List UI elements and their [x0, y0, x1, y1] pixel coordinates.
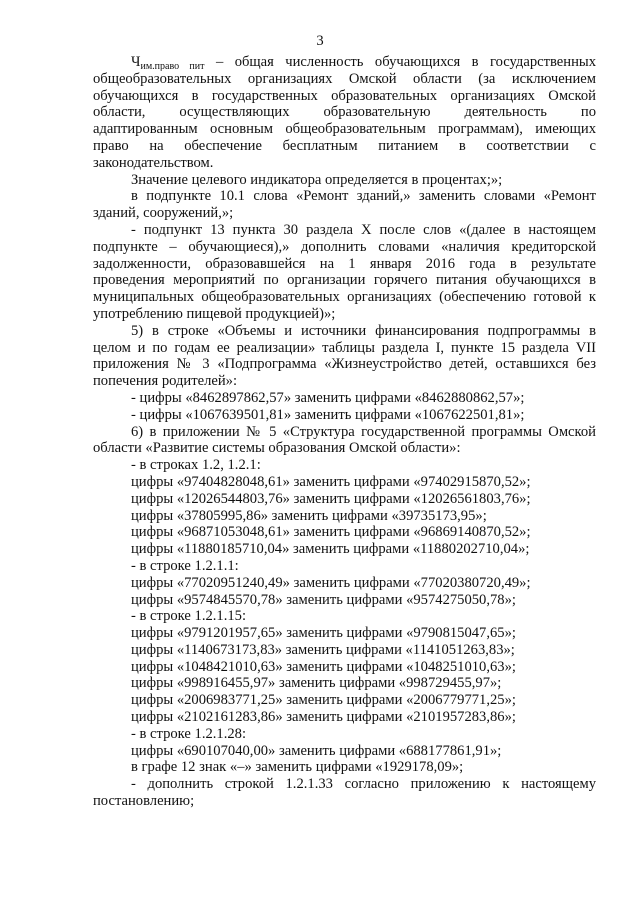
- text-line: [93, 608, 596, 625]
- text-line: [93, 390, 596, 407]
- text-line: [93, 71, 596, 88]
- text-line: [93, 88, 596, 105]
- text-line-content: цифры «77020951240,49» заменить цифрами «77020380720,49»;: [131, 574, 531, 591]
- text-line-content: цифры «1048421010,63» заменить цифрами «1048251010,63»;: [131, 658, 516, 675]
- text-line: [93, 155, 596, 172]
- text-line: [93, 172, 596, 189]
- text-line-content: зданий, сооружений,»;: [93, 205, 234, 222]
- text-line-content: постановлению;: [93, 793, 195, 810]
- text-line: [93, 508, 596, 525]
- text-line: [93, 642, 596, 659]
- text-line-content: - цифры «1067639501,81» заменить цифрами «1067622501,81»;: [131, 406, 525, 423]
- text-line-content: цифры «37805995,86» заменить цифрами «39735173,95»;: [131, 507, 487, 524]
- text-line-content: - дополнить строкой 1.2.1.33 согласно приложению к настоящему: [131, 776, 596, 793]
- text-line-content: целом и по годам ее реализации» таблицы раздела I, пункте 15 раздела VII: [93, 339, 596, 356]
- text-line: [93, 759, 596, 776]
- text-line-content: цифры «9574845570,78» заменить цифрами «9574275050,78»;: [131, 591, 516, 608]
- text-line-content: приложения № 3 «Подпрограмма «Жизнеустройство детей, оставшихся без: [93, 356, 596, 373]
- page-number: 3: [316, 33, 324, 49]
- text-line: [93, 541, 596, 558]
- text-line: [93, 675, 596, 692]
- text-line-content: 5) в строке «Объемы и источники финансирования подпрограммы в: [131, 322, 596, 339]
- text-line-content: области «Развитие системы образования Омской области»:: [93, 440, 461, 457]
- text-line-content: 6) в приложении № 5 «Структура государственной программы Омской: [131, 423, 596, 440]
- text-line: [93, 692, 596, 709]
- text-line-content: области, осуществляющих образовательную деятельность по: [93, 104, 596, 121]
- text-line-content: цифры «2006983771,25» заменить цифрами «2006779771,25»;: [131, 692, 516, 709]
- text-line-content: - в строке 1.2.1.1:: [131, 557, 239, 574]
- text-line-content: цифры «96871053048,61» заменить цифрами «96869140870,52»;: [131, 524, 531, 541]
- document-body: [93, 54, 596, 810]
- text-line-content: цифры «690107040,00» заменить цифрами «688177861,91»;: [131, 742, 502, 759]
- text-line: [93, 776, 596, 793]
- text-line: [93, 272, 596, 289]
- text-line-content: цифры «998916455,97» заменить цифрами «998729455,97»;: [131, 675, 502, 692]
- text-line: [93, 205, 596, 222]
- text-line-content: муниципальных общеобразовательных организациях (обеспечению готовой к: [93, 289, 596, 306]
- text-line: [93, 239, 596, 256]
- text-line-content: – общая численность обучающихся в государственных: [204, 54, 596, 70]
- text-line: [93, 726, 596, 743]
- text-line-content: цифры «12026544803,76» заменить цифрами «12026561803,76»;: [131, 490, 531, 507]
- formula-symbol-base: Ч: [131, 54, 141, 70]
- text-line-content: попечения родителей»:: [93, 373, 238, 390]
- text-line: [93, 138, 596, 155]
- text-line-content: обучающихся в государственных образовательных организациях Омской: [93, 87, 596, 104]
- text-line-content: цифры «9791201957,65» заменить цифрами «9790815047,65»;: [131, 625, 516, 642]
- text-line-content: цифры «11880185710,04» заменить цифрами «11880202710,04»;: [131, 541, 530, 558]
- text-line: [93, 474, 596, 491]
- text-line: [93, 407, 596, 424]
- text-line-content: - в строке 1.2.1.15:: [131, 608, 247, 625]
- text-line: [93, 659, 596, 676]
- text-line: [93, 625, 596, 642]
- text-line-content: задолженности, образовавшейся на 1 января 2016 года в результате: [93, 255, 596, 272]
- text-line: [93, 54, 596, 71]
- text-line: [93, 575, 596, 592]
- text-line-content: цифры «2102161283,86» заменить цифрами «2101957283,86»;: [131, 709, 516, 726]
- text-line: [93, 306, 596, 323]
- text-line: [93, 457, 596, 474]
- text-line: [93, 424, 596, 441]
- text-line-content: в подпункте 10.1 слова «Ремонт зданий,» заменить словами «Ремонт: [131, 188, 596, 205]
- text-line-content: адаптированным основным общеобразовательным программам), имеющих: [93, 121, 596, 138]
- text-line: [93, 558, 596, 575]
- text-line: [93, 373, 596, 390]
- text-line: [93, 743, 596, 760]
- text-line: [93, 188, 596, 205]
- text-line: [93, 121, 596, 138]
- text-line: [93, 256, 596, 273]
- text-line-content: общеобразовательных организациях Омской области (за исключением: [93, 70, 596, 87]
- text-line: [93, 440, 596, 457]
- text-line-content: - в строках 1.2, 1.2.1:: [131, 457, 261, 474]
- text-line: [93, 340, 596, 357]
- text-line: [93, 524, 596, 541]
- text-line: [93, 491, 596, 508]
- text-line: [93, 592, 596, 609]
- text-line-content: право на обеспечение бесплатным питанием в соответствии с: [93, 137, 596, 154]
- text-line-content: употреблению пищевой продукцией)»;: [93, 305, 336, 322]
- text-line: [93, 793, 596, 810]
- text-line-content: - цифры «8462897862,57» заменить цифрами «8462880862,57»;: [131, 389, 525, 406]
- text-line: [93, 104, 596, 121]
- text-line-content: - в строке 1.2.1.28:: [131, 725, 247, 742]
- text-line: [93, 289, 596, 306]
- formula-symbol: [131, 54, 205, 70]
- text-line: [93, 709, 596, 726]
- text-line: [93, 323, 596, 340]
- text-line-content: Значение целевого индикатора определяется в процентах;»;: [131, 171, 503, 188]
- text-line-content: - подпункт 13 пункта 30 раздела X после слов «(далее в настоящем: [131, 221, 596, 238]
- text-line: [93, 222, 596, 239]
- text-line-content: в графе 12 знак «–» заменить цифрами «1929178,09»;: [131, 759, 464, 776]
- text-line-content: законодательством.: [93, 154, 214, 171]
- text-line-content: проведения мероприятий по организации горячего питания обучающихся в: [93, 272, 596, 289]
- text-line-content: подпункте – обучающиеся),» дополнить словами «наличия кредиторской: [93, 238, 596, 255]
- text-line-content: цифры «1140673173,83» заменить цифрами «1141051263,83»;: [131, 641, 515, 658]
- formula-symbol-subscript: им.право пит: [140, 61, 205, 71]
- text-line-content: цифры «97404828048,61» заменить цифрами «97402915870,52»;: [131, 473, 531, 490]
- text-line: [93, 356, 596, 373]
